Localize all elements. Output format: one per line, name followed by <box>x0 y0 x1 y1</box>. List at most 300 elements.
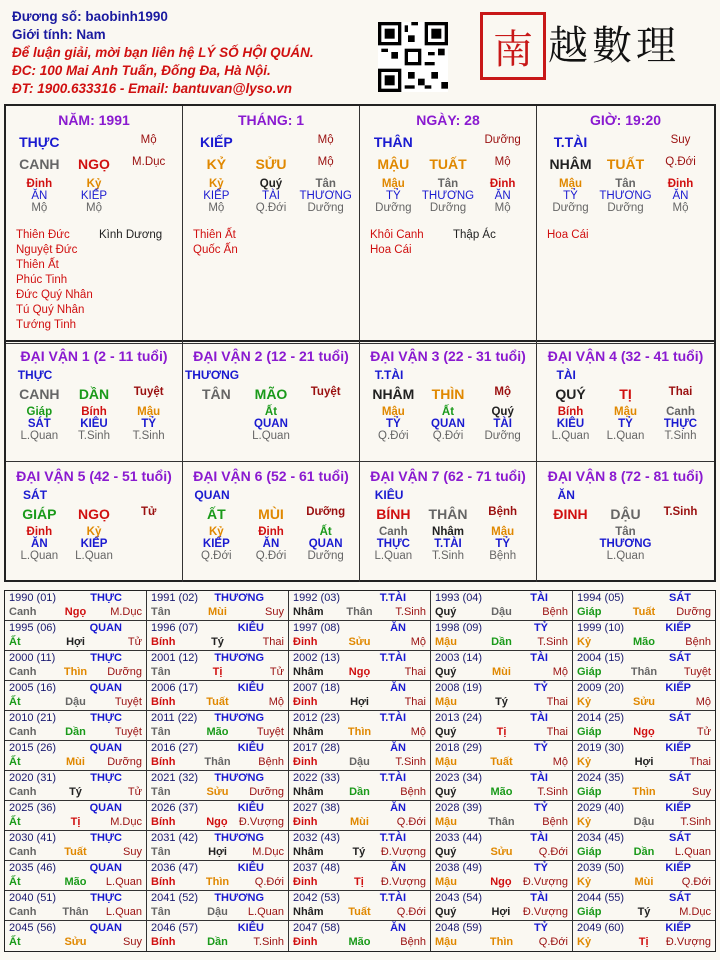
year-bottom <box>293 695 426 709</box>
stars-list <box>547 228 714 243</box>
luck-hidden-phase: T.Sinh <box>78 430 110 442</box>
star-other <box>99 243 182 258</box>
year-bottom <box>435 755 568 769</box>
year-branch: Mùi <box>492 666 511 678</box>
luck-branch: MÙI <box>258 506 284 522</box>
year-label: 2049 (60) <box>577 922 625 934</box>
cell-row <box>12 190 176 202</box>
year-stem: Quý <box>435 726 457 738</box>
year-phase: Q.Đới <box>396 906 426 918</box>
luck-hidden-phase: T.Sinh <box>432 550 464 562</box>
year-cell <box>431 801 573 831</box>
year-label: 2001 (12) <box>151 652 199 664</box>
star-other <box>99 258 182 273</box>
hidden-phase: Dưỡng <box>607 202 644 214</box>
luck-cell <box>537 342 714 462</box>
year-cell <box>573 621 715 651</box>
year-god: TỶ <box>533 622 548 634</box>
hidden-god: THƯƠNG <box>299 190 352 202</box>
year-stem: Nhâm <box>293 906 324 918</box>
luck-hidden: Giáp <box>26 406 53 418</box>
year-phase: Suy <box>265 606 284 618</box>
year-stem: Ất <box>9 756 21 768</box>
luck-phase: Bệnh <box>488 506 518 518</box>
year-god: TÀI <box>530 832 548 844</box>
star-row <box>370 228 536 243</box>
luck-hidden-god <box>543 538 598 550</box>
luck-phase: Tuyệt <box>310 386 341 398</box>
year-god: KIẾP <box>665 862 691 874</box>
year-label: 2036 (47) <box>151 862 199 874</box>
year-god: TÀI <box>530 592 548 604</box>
luck-hidden: Bính <box>81 406 107 418</box>
year-branch: Tuất <box>490 756 513 768</box>
cell-row <box>366 202 530 214</box>
star-good: Thiên Ất <box>16 259 59 271</box>
luck-hidden-phase: Dưỡng <box>484 430 521 442</box>
luck-hidden: Nhâm <box>432 526 464 538</box>
luck-branch: NGỌ <box>78 506 110 522</box>
year-god: T.TÀI <box>379 592 406 604</box>
luck-grid <box>4 342 716 582</box>
cell-row <box>12 156 176 172</box>
year-cell <box>5 801 147 831</box>
year-label: 2048 (59) <box>435 922 483 934</box>
pillar-title: GIỜ: 19:20 <box>589 112 662 128</box>
luck-cell <box>183 462 360 582</box>
year-branch: Dậu <box>349 756 370 768</box>
year-bottom <box>151 815 284 829</box>
year-label: 1996 (07) <box>151 622 199 634</box>
year-top <box>293 622 426 635</box>
year-bottom <box>435 635 568 649</box>
year-bottom <box>293 815 426 829</box>
year-label: 1990 (01) <box>9 592 57 604</box>
year-stem: Mậu <box>435 696 457 708</box>
year-branch: Thân <box>346 606 373 618</box>
year-label: 2018 (29) <box>435 742 483 754</box>
year-phase: M.Dục <box>110 816 142 828</box>
year-stem: Tân <box>151 846 171 858</box>
luck-hidden: Mậu <box>614 406 637 418</box>
luck-branch: THÌN <box>431 386 465 402</box>
year-cell <box>431 651 573 681</box>
star-good: Tướng Tinh <box>16 319 76 331</box>
year-stem: Mậu <box>435 876 457 888</box>
year-branch: Sửu <box>348 636 371 648</box>
year-bottom <box>151 725 284 739</box>
year-label: 2041 (52) <box>151 892 199 904</box>
year-phase: Q.Đới <box>254 876 284 888</box>
year-stem: Quý <box>435 906 457 918</box>
year-bottom <box>293 905 426 919</box>
year-cell <box>289 621 431 651</box>
year-phase: Đ.Vượng <box>522 876 568 888</box>
year-phase: Tuyệt <box>114 726 142 738</box>
year-top <box>151 712 284 725</box>
year-branch: Ngọ <box>490 876 512 888</box>
year-top <box>577 682 711 695</box>
year-top <box>293 832 426 845</box>
year-label: 2012 (23) <box>293 712 341 724</box>
year-stem: Kỷ <box>577 816 592 828</box>
spacer <box>244 134 299 150</box>
luck-hidden-phase <box>121 550 176 562</box>
year-bottom <box>9 755 142 769</box>
year-phase: M.Dục <box>252 846 284 858</box>
luck-hidden-god: QUAN <box>254 418 288 430</box>
year-top <box>293 892 426 905</box>
year-bottom <box>293 875 426 889</box>
year-label: 2042 (53) <box>293 892 341 904</box>
year-cell <box>289 741 431 771</box>
year-god: TỶ <box>533 802 548 814</box>
seal-text: 南 <box>493 26 533 73</box>
year-god: SÁT <box>669 832 691 844</box>
year-branch: Hợi <box>634 756 654 768</box>
year-top <box>293 712 426 725</box>
star-other: Kình Dương <box>99 229 163 241</box>
luck-hidden-god: THỰC <box>376 538 410 550</box>
year-bottom <box>293 635 426 649</box>
luck-hidden: Ất <box>319 526 332 538</box>
luck-hidden-phase: L.Quan <box>374 550 413 562</box>
luck-hidden-phase: Q.Đới <box>201 550 232 562</box>
year-god: TỶ <box>533 682 548 694</box>
pillar-title: THÁNG: 1 <box>237 112 305 128</box>
year-cell <box>431 681 573 711</box>
hidden-god: THƯƠNG <box>421 190 475 202</box>
star-good: Nguyệt Đức <box>16 244 78 256</box>
luck-hidden <box>653 526 708 538</box>
year-branch: Dần <box>491 636 512 648</box>
year-god: SÁT <box>669 592 691 604</box>
cell-row <box>189 418 353 430</box>
year-god: T.TÀI <box>379 772 406 784</box>
luck-god: ĂN <box>557 488 575 502</box>
luck-branch: TỊ <box>619 386 632 402</box>
hidden-god: TỶ <box>385 190 401 202</box>
year-cell <box>5 921 147 951</box>
year-branch: Thìn <box>632 786 656 798</box>
year-bottom <box>577 695 711 709</box>
year-branch: Ngọ <box>348 666 371 678</box>
year-label: 2017 (28) <box>293 742 341 754</box>
year-bottom <box>577 725 711 739</box>
branch-phase: Q.Đới <box>665 156 696 168</box>
year-god: THƯƠNG <box>214 712 264 724</box>
year-cell <box>431 921 573 951</box>
year-top <box>435 742 568 755</box>
hidden-stem: Đinh <box>489 178 516 190</box>
luck-cell <box>360 462 537 582</box>
star-good: Hoa Cái <box>547 229 589 241</box>
year-god: QUAN <box>89 862 122 874</box>
star-row <box>547 228 714 243</box>
year-top <box>435 652 568 665</box>
cell-row <box>366 506 530 522</box>
year-phase: Bệnh <box>400 936 426 948</box>
year-branch: Thân <box>630 666 658 678</box>
year-label: 2006 (17) <box>151 682 199 694</box>
cell-row <box>189 156 353 172</box>
year-branch: Tuất <box>64 846 87 858</box>
year-label: 2033 (44) <box>435 832 483 844</box>
luck-hidden: Kỷ <box>86 526 102 538</box>
year-phase: Suy <box>692 786 711 798</box>
year-cell <box>289 861 431 891</box>
year-top <box>151 622 284 635</box>
year-label: 2046 (57) <box>151 922 199 934</box>
year-branch: Mùi <box>66 756 85 768</box>
year-stem: Giáp <box>577 846 602 858</box>
luck-god: KIÊU <box>374 488 404 502</box>
year-cell <box>573 591 715 621</box>
year-bottom <box>9 905 142 919</box>
year-god: KIẾP <box>665 802 691 814</box>
year-phase: Bệnh <box>685 636 711 648</box>
luck-hidden-god: TỶ <box>618 418 633 430</box>
year-branch: Hợi <box>350 696 369 708</box>
pillar-cell <box>183 106 360 344</box>
year-god: THƯƠNG <box>214 832 264 844</box>
year-cell <box>147 861 289 891</box>
year-branch: Tị <box>212 666 223 678</box>
year-stem: Giáp <box>577 666 602 678</box>
year-stem: Bính <box>151 816 176 828</box>
year-cell <box>147 651 289 681</box>
luck-hidden: Canh <box>666 406 695 418</box>
year-branch: Dần <box>349 786 370 798</box>
year-god: SÁT <box>669 652 691 664</box>
luck-branch: THÂN <box>428 506 468 522</box>
year-stem: Ất <box>9 936 21 948</box>
year-phase: Đ.Vượng <box>238 816 284 828</box>
heavenly-stem: CANH <box>19 156 60 172</box>
year-phase: Mộ <box>410 726 426 738</box>
year-god: THƯƠNG <box>214 592 264 604</box>
year-god: TÀI <box>530 772 548 784</box>
year-top <box>151 802 284 815</box>
luck-cell <box>537 462 714 582</box>
luck-cell <box>6 462 183 582</box>
gender: Giới tính: Nam <box>12 27 106 42</box>
year-stem: Quý <box>435 786 457 798</box>
year-label: 2037 (48) <box>293 862 341 874</box>
year-label: 2039 (50) <box>577 862 625 874</box>
year-cell <box>431 621 573 651</box>
cell-row <box>543 506 708 522</box>
year-bottom <box>151 785 284 799</box>
year-phase: T.Sinh <box>395 606 426 618</box>
luck-hidden-god <box>298 418 353 430</box>
luck-hidden-god: TỶ <box>141 418 157 430</box>
year-top <box>293 742 426 755</box>
year-phase: L.Quan <box>105 906 142 918</box>
luck-god: QUAN <box>194 488 230 502</box>
year-label: 2022 (33) <box>293 772 341 784</box>
cell-row <box>12 430 176 442</box>
cell-row <box>12 418 176 430</box>
year-stem: Kỷ <box>577 756 592 768</box>
heavenly-stem: MẬU <box>377 156 410 172</box>
cell-row <box>366 156 530 172</box>
year-stem: Đinh <box>293 816 318 828</box>
cell-row <box>366 134 530 150</box>
year-god: T.TÀI <box>379 892 406 904</box>
year-stem: Bính <box>151 936 176 948</box>
year-cell <box>431 741 573 771</box>
spacer <box>598 134 653 150</box>
cell-row <box>366 418 530 430</box>
cell-row <box>12 386 176 402</box>
luck-hidden-phase <box>298 430 353 442</box>
year-god: THỰC <box>90 892 122 904</box>
year-stem: Tân <box>151 906 171 918</box>
luck-cell <box>6 342 183 462</box>
year-bottom <box>577 665 711 679</box>
luck-hidden-god: TỶ <box>495 538 511 550</box>
hidden-stem: Tân <box>615 178 636 190</box>
year-cell <box>431 861 573 891</box>
year-phase: Dưỡng <box>107 666 142 678</box>
year-bottom <box>151 875 284 889</box>
year-label: 2005 (16) <box>9 682 57 694</box>
star-row <box>16 303 182 318</box>
luck-phase: Tuyệt <box>133 386 164 398</box>
luck-hidden: Ất <box>264 406 278 418</box>
year-label: 2023 (34) <box>435 772 483 784</box>
year-top <box>435 892 568 905</box>
luck-title: ĐẠI VẬN 4 (32 - 41 tuổi) <box>547 348 704 364</box>
year-branch: Tý <box>637 906 651 918</box>
ten-god: KIẾP <box>199 134 233 150</box>
hidden-phase: Mộ <box>208 202 225 214</box>
year-label: 2016 (27) <box>151 742 199 754</box>
luck-stem: ĐINH <box>553 506 588 522</box>
year-god: KIÊU <box>237 862 264 874</box>
year-top <box>435 682 568 695</box>
year-bottom <box>293 665 426 679</box>
year-top <box>577 862 711 875</box>
year-stem: Bính <box>151 876 176 888</box>
year-branch: Thìn <box>63 666 88 678</box>
year-phase: Mộ <box>268 696 284 708</box>
year-phase: M.Dục <box>679 906 711 918</box>
year-stem: Ất <box>9 816 21 828</box>
year-label: 1995 (06) <box>9 622 57 634</box>
year-top <box>293 772 426 785</box>
year-stem: Mậu <box>435 636 457 648</box>
year-cell <box>431 831 573 861</box>
branch-phase: M.Dục <box>132 156 166 168</box>
year-label: 2044 (55) <box>577 892 625 904</box>
year-branch: Ngọ <box>206 816 228 828</box>
year-branch: Ngọ <box>64 606 87 618</box>
luck-hidden: Mậu <box>381 406 405 418</box>
year-stem: Tân <box>151 666 171 678</box>
pillar-title: NĂM: 1991 <box>58 112 130 128</box>
luck-hidden-phase: L.Quan <box>606 430 645 442</box>
year-god: THỰC <box>90 592 122 604</box>
year-bottom <box>577 755 711 769</box>
year-cell <box>147 711 289 741</box>
luck-hidden-god: KIẾP <box>80 538 108 550</box>
luck-hidden-phase: Bệnh <box>489 550 517 562</box>
year-phase: T.Sinh <box>537 786 568 798</box>
year-label: 2003 (14) <box>435 652 483 664</box>
cell-row <box>189 506 353 522</box>
year-god: QUAN <box>89 682 122 694</box>
hidden-stem: Quý <box>259 178 283 190</box>
luck-hidden-phase: Q.Đới <box>432 430 464 442</box>
luck-stem: BÍNH <box>376 506 411 522</box>
year-phase: Thai <box>262 636 284 648</box>
year-bottom <box>9 635 142 649</box>
year-phase: Bệnh <box>542 606 568 618</box>
year-god: KIÊU <box>237 802 264 814</box>
year-stem: Nhâm <box>293 846 324 858</box>
year-cell <box>289 771 431 801</box>
hidden-phase: Mộ <box>494 202 511 214</box>
luck-hidden: Mậu <box>137 406 161 418</box>
year-top <box>9 682 142 695</box>
year-god: THỰC <box>90 772 122 784</box>
year-phase: Tử <box>127 636 142 648</box>
seal-stamp <box>480 12 546 80</box>
hidden-stem: Mậu <box>559 178 582 190</box>
year-branch: Dậu <box>633 816 655 828</box>
year-top <box>293 922 426 935</box>
luck-hidden-phase: L.Quan <box>551 430 590 442</box>
luck-hidden-god: QUAN <box>308 538 343 550</box>
hidden-god: THƯƠNG <box>599 190 652 202</box>
luck-branch: DẬU <box>610 506 641 522</box>
branch-phase: Mộ <box>494 156 511 168</box>
year-phase: Thai <box>546 696 568 708</box>
luck-stem: QUÝ <box>555 386 586 402</box>
cell-row <box>366 406 530 418</box>
hidden-phase: Dưỡng <box>375 202 412 214</box>
cell-row <box>366 430 530 442</box>
year-branch: Tị <box>70 816 81 828</box>
year-top <box>577 772 711 785</box>
year-branch: Thìn <box>489 936 514 948</box>
qr-code-icon[interactable] <box>378 22 448 92</box>
year-bottom <box>293 935 426 949</box>
year-branch: Tý <box>69 786 82 798</box>
year-god: ĂN <box>390 862 406 874</box>
year-label: 1997 (08) <box>293 622 341 634</box>
cell-row <box>366 550 530 562</box>
year-cell <box>5 681 147 711</box>
luck-hidden-god: KIÊU <box>556 418 585 430</box>
year-top <box>435 802 568 815</box>
year-stem: Kỷ <box>577 936 592 948</box>
year-god: THỰC <box>90 652 122 664</box>
luck-god: SÁT <box>23 488 48 502</box>
hidden-stem: Đinh <box>26 178 53 190</box>
luck-hidden-phase: L.Quan <box>75 550 113 562</box>
luck-hidden-god: ĂN <box>262 538 280 550</box>
year-stem: Mậu <box>435 756 457 768</box>
year-stem: Mậu <box>435 816 457 828</box>
year-phase: Đ.Vượng <box>380 876 426 888</box>
luck-branch: DẦN <box>78 386 110 402</box>
year-stem: Đinh <box>293 876 318 888</box>
year-phase: Thai <box>546 726 568 738</box>
year-cell <box>147 891 289 921</box>
